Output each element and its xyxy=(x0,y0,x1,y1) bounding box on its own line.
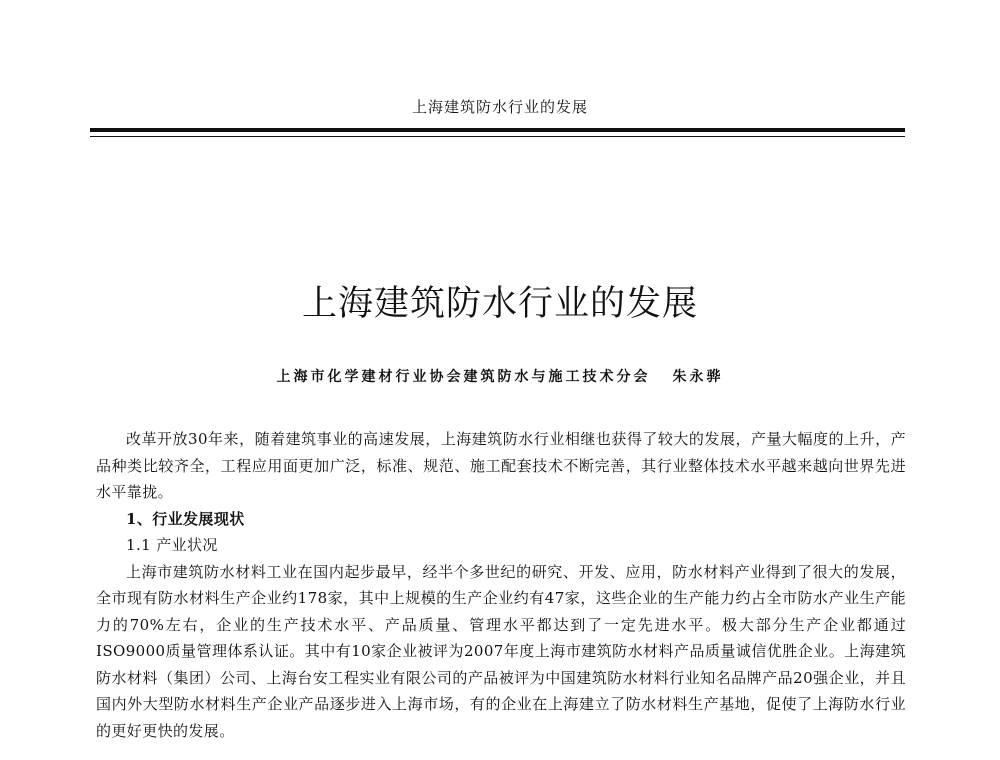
header-rule-thin xyxy=(90,136,905,137)
affiliation: 上海市化学建材行业协会建筑防水与施工技术分会 xyxy=(276,369,651,385)
body-paragraph: 上海市建筑防水材料工业在国内起步最早，经半个多世纪的研究、开发、应用，防水材料产业得到了很大的发展，全市现有防水材料生产企业约178家，其中上规模的生产企业约有47家，这些企业的生产能力约占全市防水产业生产能力的70%左右，企业的生产技术水平、产品质量、管理水平都达到了一定先进水平。极大部分生产企业都通过ISO9000质量管理体系认证。其中有10家企业被评为2007年度上海市建筑防水材料产品质量诚信优胜企业。上海建筑防水材料（集团）公司、上海台安工程实业有限公司的产品被评为中国建筑防水材料行业知名品牌产品20强企业，并且国内外大型防水材料生产企业产品逐步进入上海市场，有的企业在上海建立了防水材料生产基地，促使了上海防水行业的更好更快的发展。 xyxy=(96,562,906,740)
subsection-heading: 1.1 产业状况 xyxy=(126,536,218,554)
body-text xyxy=(96,426,906,744)
intro-paragraph: 改革开放30年来，随着建筑事业的高速发展，上海建筑防水行业相继也获得了较大的发展，产量大幅度的上升，产品种类比较齐全，工程应用面更加广泛，标准、规范、施工配套技术不断完善，其行业整体技术水平越来越向世界先进水平靠拢。 xyxy=(96,430,906,501)
author-name: 朱永骅 xyxy=(672,369,724,385)
section-heading: 1、行业发展现状 xyxy=(126,509,245,528)
paper-title: 上海建筑防水行业的发展 xyxy=(301,284,698,324)
running-header: 上海建筑防水行业的发展 xyxy=(411,98,588,116)
byline xyxy=(0,366,1000,386)
header-rule-thick xyxy=(90,128,905,132)
